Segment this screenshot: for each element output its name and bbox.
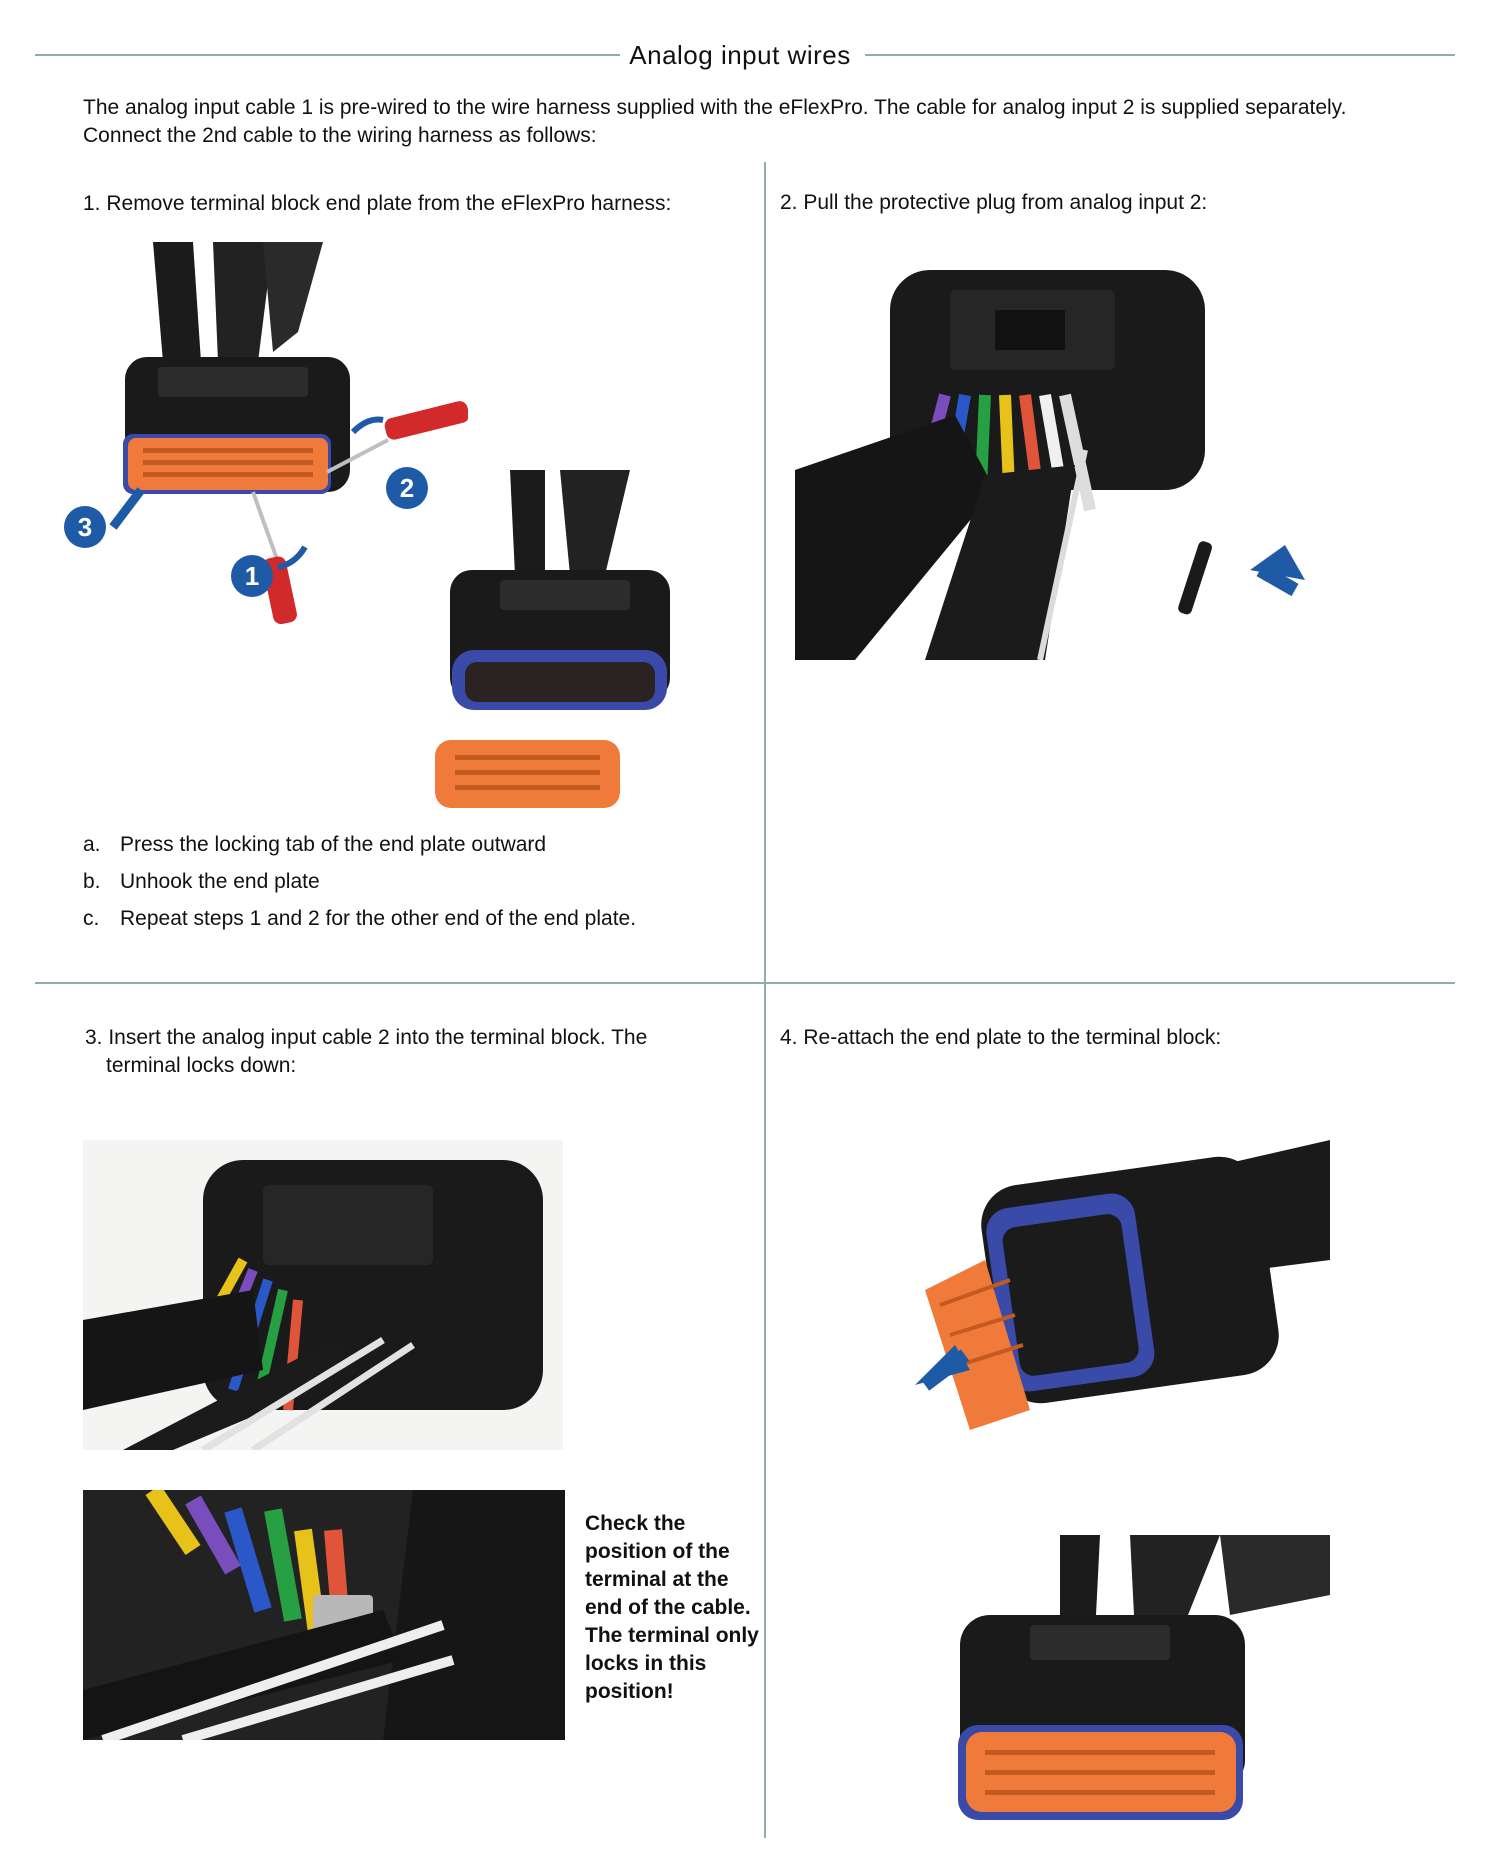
step-4-heading: 4. Re-attach the end plate to the terminal block: (780, 1026, 1222, 1049)
list-marker: b. (83, 870, 101, 893)
list-marker: a. (83, 833, 101, 856)
step-4-photo-attach (915, 1140, 1330, 1430)
note-line: position! (585, 1680, 674, 1703)
step-4-photo-done (930, 1535, 1330, 1835)
step-3-photo-insert (83, 1140, 563, 1450)
step-1-photo-removed (430, 470, 720, 825)
intro-paragraph (83, 94, 1413, 150)
callout-2: 2 (386, 467, 428, 509)
step-3-line-1: 3. Insert the analog input cable 2 into the terminal block. The (85, 1026, 648, 1049)
note-line: locks in this (585, 1652, 707, 1675)
step-1-heading: 1. Remove terminal block end plate from the eFlexPro harness: (83, 192, 672, 215)
list-text: Unhook the end plate (120, 870, 320, 893)
list-item (83, 870, 636, 907)
step-3-line-2: terminal locks down: (106, 1054, 297, 1077)
list-item (83, 907, 636, 944)
callout-1: 1 (231, 555, 273, 597)
step-3-photo-detail (83, 1490, 565, 1740)
step-2-heading: 2. Pull the protective plug from analog input 2: (780, 191, 1208, 214)
horizontal-divider (35, 982, 1455, 984)
list-text: Press the locking tab of the end plate outward (120, 833, 547, 856)
note-line: The terminal only (585, 1624, 759, 1647)
title-rule-right (865, 54, 1455, 56)
note-line: position of the (585, 1540, 730, 1563)
note-line: end of the cable. (585, 1596, 751, 1619)
intro-line-2: Connect the 2nd cable to the wiring harness as follows: (83, 124, 597, 147)
step-1-photo-release (83, 242, 468, 627)
title-rule-left (35, 54, 625, 56)
step-2-photo-plug (795, 250, 1315, 660)
callout-3: 3 (64, 506, 106, 548)
vertical-divider (764, 162, 766, 1838)
list-marker: c. (83, 907, 100, 930)
substep-list (83, 833, 636, 944)
step-3-heading (85, 1024, 647, 1080)
page-title: Analog input wires (620, 40, 860, 71)
list-item (83, 833, 636, 870)
note-line: terminal at the (585, 1568, 729, 1591)
list-text: Repeat steps 1 and 2 for the other end of the end plate. (120, 907, 637, 930)
terminal-position-note (585, 1510, 760, 1706)
intro-line-1: The analog input cable 1 is pre-wired to the wire harness supplied with the eFlexPro. The cable for analog input 2 is supplied separately. (83, 96, 1347, 119)
note-line: Check the (585, 1512, 686, 1535)
